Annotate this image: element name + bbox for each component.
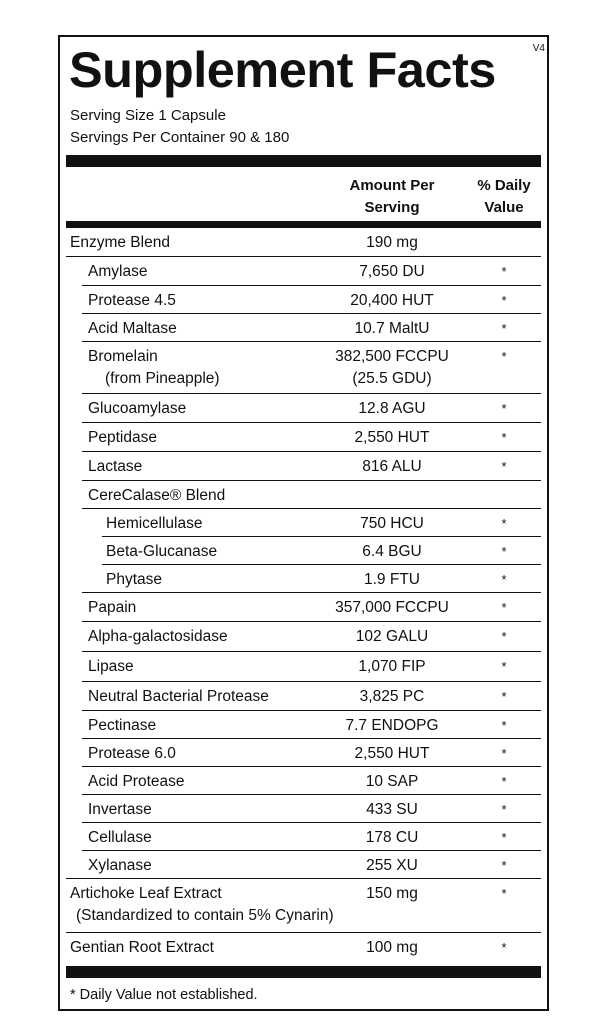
ingredient-daily-value: *: [501, 321, 507, 336]
ingredient-amount: 433 SU: [366, 801, 418, 818]
ingredient-daily-value: *: [501, 264, 507, 279]
table-row: [60, 452, 547, 481]
ingredient-name: Acid Maltase: [88, 320, 177, 337]
ingredient-amount: 382,500 FCCPU: [335, 348, 449, 365]
ingredient-name: Phytase: [106, 571, 163, 588]
ingredient-daily-value: *: [501, 718, 507, 733]
ingredient-amount: 150 mg: [366, 885, 418, 902]
table-row: [60, 622, 547, 652]
ingredient-name: Cellulase: [88, 829, 152, 846]
ingredient-name: Lactase: [88, 458, 143, 475]
servings-per-container: Servings Per Container 90 & 180: [70, 129, 290, 146]
amount-per-serving-header: [338, 175, 446, 219]
ingredient-name: Neutral Bacterial Protease: [88, 688, 269, 705]
label-title: Supplement Facts: [69, 42, 496, 98]
ingredient-amount: 1.9 FTU: [364, 571, 420, 588]
ingredient-daily-value: *: [501, 774, 507, 789]
ingredient-name: Amylase: [88, 263, 148, 280]
ingredient-daily-value: *: [501, 659, 507, 674]
ingredient-daily-value: *: [501, 746, 507, 761]
ingredient-name: Protease 4.5: [88, 292, 176, 309]
table-row: [60, 851, 547, 879]
table-row: [60, 593, 547, 622]
ingredient-name: Protease 6.0: [88, 745, 176, 762]
ingredient-name: Acid Protease: [88, 773, 185, 790]
ingredient-name: Alpha-galactosidase: [88, 628, 228, 645]
ingredient-amount: 190 mg: [366, 234, 418, 251]
ingredient-amount: 7,650 DU: [359, 263, 425, 280]
table-row: [60, 652, 547, 682]
ingredient-daily-value: *: [501, 516, 507, 531]
table-row: [60, 767, 547, 795]
ingredient-daily-value: *: [501, 802, 507, 817]
ingredient-daily-value: *: [501, 459, 507, 474]
ingredient-amount: 100 mg: [366, 939, 418, 956]
ingredient-daily-value: *: [501, 430, 507, 445]
serving-size: Serving Size 1 Capsule: [70, 107, 226, 124]
ingredient-note: (Standardized to contain 5% Cynarin): [76, 907, 334, 924]
ingredient-amount: 2,550 HUT: [354, 745, 430, 762]
ingredient-amount: 10 SAP: [365, 773, 419, 790]
table-row: [60, 739, 547, 767]
ingredient-daily-value: *: [501, 544, 507, 559]
ingredient-amount: 12.8 AGU: [358, 400, 426, 417]
table-row: [60, 565, 547, 593]
ingredient-daily-value: *: [501, 858, 507, 873]
ingredient-amount: 816 ALU: [362, 458, 422, 475]
ingredient-amount: 3,825 PC: [359, 688, 425, 705]
ingredient-amount: 178 CU: [365, 829, 419, 846]
table-row: [60, 682, 547, 711]
ingredient-name: Papain: [88, 599, 137, 616]
ingredient-daily-value: *: [501, 830, 507, 845]
amount-header-line1: Amount Per: [349, 177, 435, 194]
thick-rule-middle: [66, 221, 541, 228]
ingredient-daily-value: *: [501, 293, 507, 308]
ingredient-note: (from Pineapple): [105, 370, 220, 387]
table-row: [60, 394, 547, 423]
ingredient-amount: 6.4 BGU: [362, 543, 422, 560]
ingredient-amount-note: (25.5 GDU): [352, 370, 432, 387]
table-row: [60, 228, 547, 257]
ingredient-amount: 7.7 ENDOPG: [345, 717, 439, 734]
table-row: [60, 481, 547, 509]
ingredient-amount: 357,000 FCCPU: [335, 599, 449, 616]
supplement-facts-panel: [58, 35, 549, 1011]
ingredient-amount: 10.7 MaltU: [354, 320, 430, 337]
table-row: [60, 509, 547, 537]
table-row: [60, 879, 547, 933]
ingredient-name: Glucoamylase: [88, 400, 187, 417]
version-mark: V4: [532, 43, 545, 54]
ingredient-name: Lipase: [88, 658, 134, 675]
table-row: [60, 314, 547, 342]
ingredient-amount: 20,400 HUT: [350, 292, 434, 309]
ingredient-amount: 255 XU: [366, 857, 418, 874]
table-row: [60, 711, 547, 739]
table-row: [60, 423, 547, 452]
ingredient-amount: 750 HCU: [360, 515, 424, 532]
thick-rule-top: [66, 155, 541, 167]
ingredient-daily-value: *: [501, 886, 507, 901]
ingredient-name: Enzyme Blend: [70, 234, 170, 251]
table-row: [60, 342, 547, 394]
table-row: [60, 823, 547, 851]
thick-rule-bottom: [66, 966, 541, 978]
ingredient-daily-value: *: [501, 940, 507, 955]
ingredient-name: Gentian Root Extract: [70, 939, 214, 956]
table-row: [60, 257, 547, 286]
ingredient-daily-value: *: [501, 401, 507, 416]
dv-header-line1: % Daily: [477, 177, 531, 194]
ingredient-name: Beta-Glucanase: [106, 543, 218, 560]
table-row: [60, 933, 547, 963]
ingredient-name: Bromelain: [88, 348, 158, 365]
ingredient-name: Hemicellulase: [106, 515, 203, 532]
amount-header-line2: Serving: [364, 199, 420, 216]
ingredient-name: CereCalase® Blend: [88, 487, 226, 504]
ingredient-amount: 1,070 FIP: [358, 658, 426, 675]
ingredient-name: Xylanase: [88, 857, 152, 874]
table-row: [60, 795, 547, 823]
table-row: [60, 286, 547, 314]
footnote: * Daily Value not established.: [70, 987, 258, 1003]
ingredient-daily-value: *: [501, 689, 507, 704]
ingredient-daily-value: *: [501, 600, 507, 615]
ingredient-name: Peptidase: [88, 429, 157, 446]
ingredient-daily-value: *: [501, 572, 507, 587]
ingredient-name: Invertase: [88, 801, 152, 818]
ingredient-amount: 2,550 HUT: [354, 429, 430, 446]
ingredient-daily-value: *: [501, 629, 507, 644]
daily-value-header: [466, 175, 542, 219]
ingredient-daily-value: *: [501, 349, 507, 364]
ingredient-name: Artichoke Leaf Extract: [70, 885, 222, 902]
table-row: [60, 537, 547, 565]
dv-header-line2: Value: [484, 199, 524, 216]
ingredient-amount: 102 GALU: [355, 628, 429, 645]
ingredient-name: Pectinase: [88, 717, 157, 734]
